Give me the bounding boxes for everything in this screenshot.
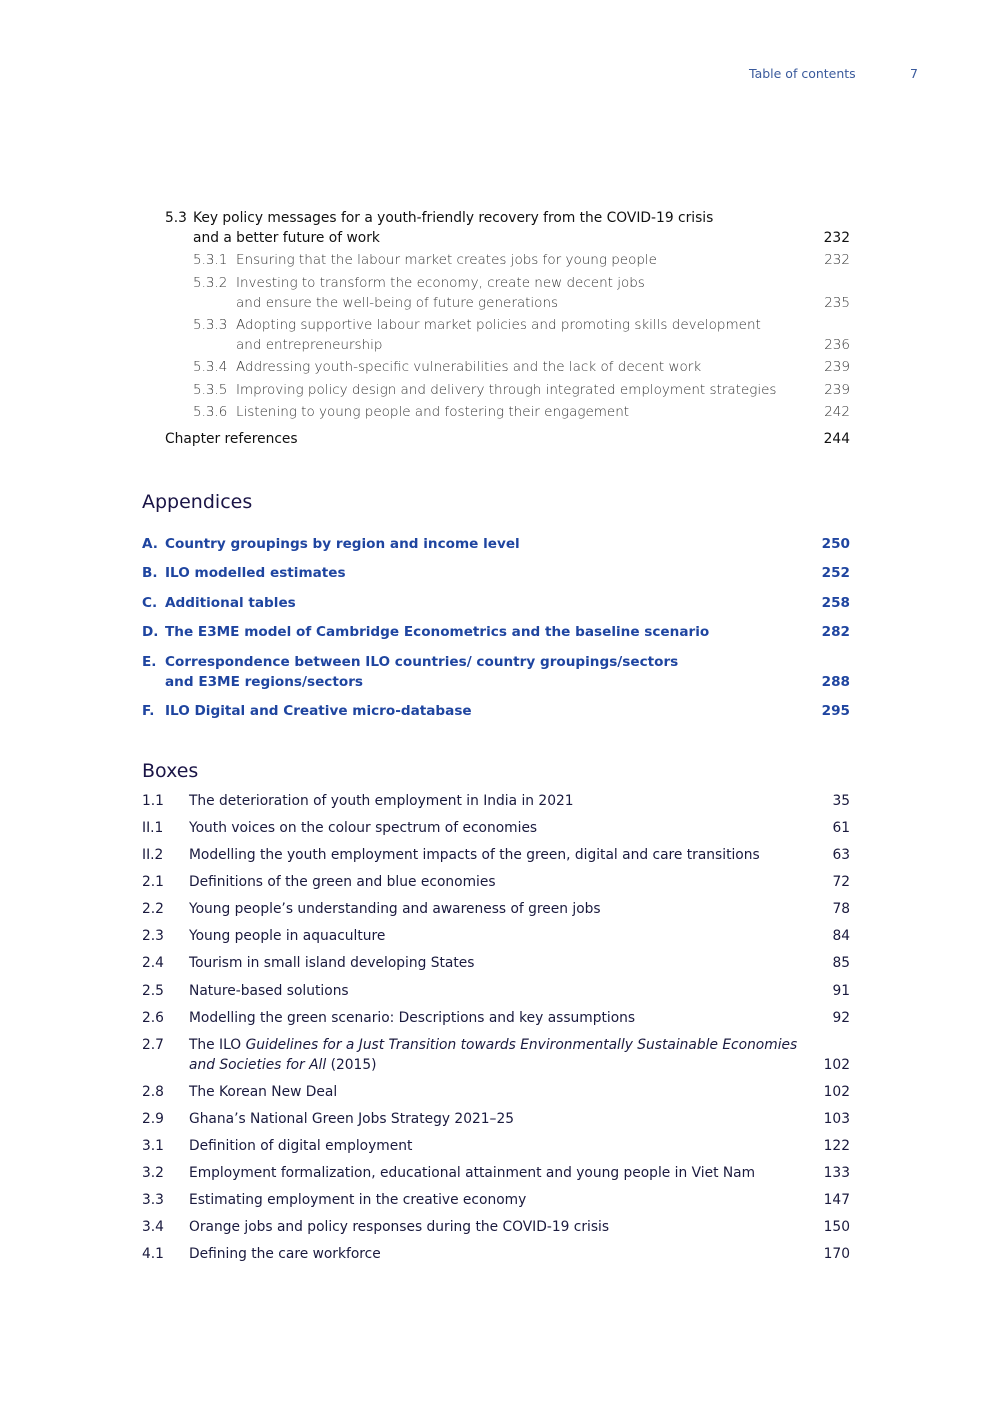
box-entry[interactable]: [142, 845, 850, 865]
toc-entry-title-line2: and entrepreneurship: [236, 337, 383, 353]
toc-entry-title-line2: and a better future of work: [193, 230, 380, 246]
box-page: 122: [823, 1138, 850, 1154]
toc-entry-number: 5.3.3: [193, 317, 228, 333]
box-title-line2: [189, 1055, 376, 1075]
box-title: Definition of digital employment: [189, 1138, 413, 1154]
box-entry[interactable]: [142, 1244, 850, 1264]
box-page: 85: [832, 955, 850, 971]
box-number: 2.1: [142, 874, 164, 890]
appendix-title-line1: Country groupings by region and income level: [165, 536, 520, 552]
box-page: 72: [832, 874, 850, 890]
toc-entry-title-line1: Improving policy design and delivery through integrated employment strategies: [236, 382, 777, 398]
toc-entry-5-3[interactable]: [165, 208, 850, 248]
box-title-italic: and Societies for All: [189, 1057, 327, 1073]
box-title: The Korean New Deal: [189, 1084, 338, 1100]
appendix-letter: C.: [142, 595, 158, 611]
box-title: Modelling the youth employment impacts of the green, digital and care transitions: [189, 847, 760, 863]
box-number: 3.4: [142, 1219, 164, 1235]
box-entry[interactable]: [142, 981, 850, 1001]
box-page: 63: [832, 847, 850, 863]
box-entry[interactable]: [142, 1190, 850, 1210]
appendix-entry-c[interactable]: [142, 593, 850, 613]
box-title: Tourism in small island developing States: [189, 955, 475, 971]
box-page: 91: [832, 983, 850, 999]
appendix-page: 282: [821, 624, 850, 640]
box-entry[interactable]: [142, 1082, 850, 1102]
toc-entry-5-3-6[interactable]: [193, 402, 850, 422]
toc-entry-5-3-2[interactable]: [193, 273, 850, 313]
box-number: 2.4: [142, 955, 164, 971]
toc-entry-page: 242: [824, 404, 850, 420]
toc-entry-title-line1: Key policy messages for a youth-friendly recovery from the COVID-19 crisis: [193, 210, 714, 226]
toc-entry-page: 235: [824, 295, 850, 311]
box-number: 2.3: [142, 928, 164, 944]
box-entry[interactable]: [142, 1035, 850, 1075]
box-page: 133: [823, 1165, 850, 1181]
toc-entry-number: 5.3.6: [193, 404, 228, 420]
box-title: Estimating employment in the creative economy: [189, 1192, 527, 1208]
box-entry[interactable]: [142, 1136, 850, 1156]
toc-entry-page: 232: [824, 252, 850, 268]
box-page: 170: [823, 1246, 850, 1262]
box-number: 3.3: [142, 1192, 164, 1208]
toc-entry-page: 239: [824, 359, 850, 375]
toc-entry-number: 5.3.4: [193, 359, 228, 375]
toc-entry-page: 244: [823, 431, 850, 447]
box-title-line1: [189, 1035, 797, 1055]
toc-entry-chapter-references[interactable]: [165, 429, 850, 449]
box-title: Employment formalization, educational attainment and young people in Viet Nam: [189, 1165, 756, 1181]
box-page: 92: [832, 1010, 850, 1026]
box-entry[interactable]: [142, 1163, 850, 1183]
appendix-title-line1: ILO modelled estimates: [165, 565, 346, 581]
box-page: 35: [832, 793, 850, 809]
appendix-page: 295: [821, 703, 850, 719]
toc-entry-number: 5.3.2: [193, 275, 228, 291]
appendix-title-line1: ILO Digital and Creative micro-database: [165, 703, 472, 719]
box-title: The deterioration of youth employment in India in 2021: [189, 793, 574, 809]
toc-entry-page: 239: [824, 382, 850, 398]
box-page: 84: [832, 928, 850, 944]
appendix-entry-e[interactable]: [142, 652, 850, 692]
box-title: Nature-based solutions: [189, 983, 349, 999]
toc-entry-number: 5.3.5: [193, 382, 228, 398]
toc-entry-number: 5.3.1: [193, 252, 228, 268]
appendix-title-line1: Additional tables: [165, 595, 296, 611]
box-title: Young people in aquaculture: [189, 928, 386, 944]
box-entry[interactable]: [142, 872, 850, 892]
appendix-title-line1: Correspondence between ILO countries/ country groupings/sectors: [165, 654, 679, 670]
box-page: 150: [823, 1219, 850, 1235]
appendix-title-line2: and E3ME regions/sectors: [165, 674, 363, 690]
toc-entry-title-line1: Ensuring that the labour market creates jobs for young people: [236, 252, 657, 268]
box-number: 2.2: [142, 901, 164, 917]
box-title: Modelling the green scenario: Descriptions and key assumptions: [189, 1010, 636, 1026]
appendix-letter: D.: [142, 624, 159, 640]
box-title: Ghana’s National Green Jobs Strategy 2021–25: [189, 1111, 515, 1127]
boxes-heading: Boxes: [142, 760, 199, 782]
box-title: Youth voices on the colour spectrum of economies: [189, 820, 538, 836]
box-entry[interactable]: [142, 818, 850, 838]
box-title: Young people’s understanding and awareness of green jobs: [189, 901, 601, 917]
box-entry[interactable]: [142, 926, 850, 946]
appendix-entry-f[interactable]: [142, 701, 850, 721]
box-title: Orange jobs and policy responses during the COVID-19 crisis: [189, 1219, 610, 1235]
box-title-italic: Guidelines for a Just Transition towards Environmentally Sustainable Economies: [245, 1037, 798, 1053]
box-page: 61: [832, 820, 850, 836]
box-title: Defining the care workforce: [189, 1246, 381, 1262]
box-page: 147: [823, 1192, 850, 1208]
running-header-title: Table of contents: [749, 66, 856, 81]
toc-entry-page: 232: [823, 230, 850, 246]
box-page: 78: [832, 901, 850, 917]
box-number: II.1: [142, 820, 164, 836]
page-number: 7: [910, 66, 918, 81]
appendix-entry-b[interactable]: [142, 563, 850, 583]
toc-entry-title-line1: Investing to transform the economy, create new decent jobs: [236, 275, 645, 291]
appendix-letter: F.: [142, 703, 155, 719]
toc-entry-title: Chapter references: [165, 431, 298, 447]
toc-entry-5-3-1[interactable]: [193, 250, 850, 270]
box-title-prefix: The ILO: [189, 1037, 246, 1053]
box-number: 3.2: [142, 1165, 164, 1181]
box-number: 2.5: [142, 983, 164, 999]
toc-entry-number: 5.3: [165, 210, 187, 226]
box-entry[interactable]: [142, 953, 850, 973]
box-entry[interactable]: [142, 1217, 850, 1237]
box-number: 2.8: [142, 1084, 164, 1100]
appendix-entry-d[interactable]: [142, 622, 850, 642]
appendix-letter: A.: [142, 536, 158, 552]
box-number: 2.6: [142, 1010, 164, 1026]
appendix-title-line1: The E3ME model of Cambridge Econometrics and the baseline scenario: [165, 624, 710, 640]
box-entry[interactable]: [142, 791, 850, 811]
appendices-heading: Appendices: [142, 491, 253, 513]
appendix-page: 258: [821, 595, 850, 611]
appendix-entry-a[interactable]: [142, 534, 850, 554]
box-entry[interactable]: [142, 1008, 850, 1028]
toc-entry-page: 236: [824, 337, 850, 353]
toc-entry-5-3-3[interactable]: [193, 315, 850, 355]
appendix-page: 250: [821, 536, 850, 552]
box-entry[interactable]: [142, 899, 850, 919]
box-title-suffix: (2015): [326, 1057, 377, 1073]
box-page: 102: [823, 1084, 850, 1100]
box-number: 4.1: [142, 1246, 164, 1262]
box-number: II.2: [142, 847, 164, 863]
toc-entry-title-line1: Addressing youth-specific vulnerabilities and the lack of decent work: [236, 359, 702, 375]
toc-entry-5-3-5[interactable]: [193, 380, 850, 400]
toc-entry-title-line1: Listening to young people and fostering their engagement: [236, 404, 630, 420]
box-number: 2.9: [142, 1111, 164, 1127]
toc-entry-title-line2: and ensure the well-being of future generations: [236, 295, 559, 311]
box-page: 102: [823, 1057, 850, 1073]
box-title: Definitions of the green and blue economies: [189, 874, 496, 890]
appendix-page: 252: [821, 565, 850, 581]
box-entry[interactable]: [142, 1109, 850, 1129]
toc-entry-title-line1: Adopting supportive labour market policies and promoting skills development: [236, 317, 761, 333]
appendix-letter: B.: [142, 565, 158, 581]
appendix-letter: E.: [142, 654, 157, 670]
toc-entry-5-3-4[interactable]: [193, 357, 850, 377]
box-number: 2.7: [142, 1037, 164, 1053]
box-page: 103: [823, 1111, 850, 1127]
box-number: 1.1: [142, 793, 164, 809]
box-number: 3.1: [142, 1138, 164, 1154]
appendix-page: 288: [821, 674, 850, 690]
